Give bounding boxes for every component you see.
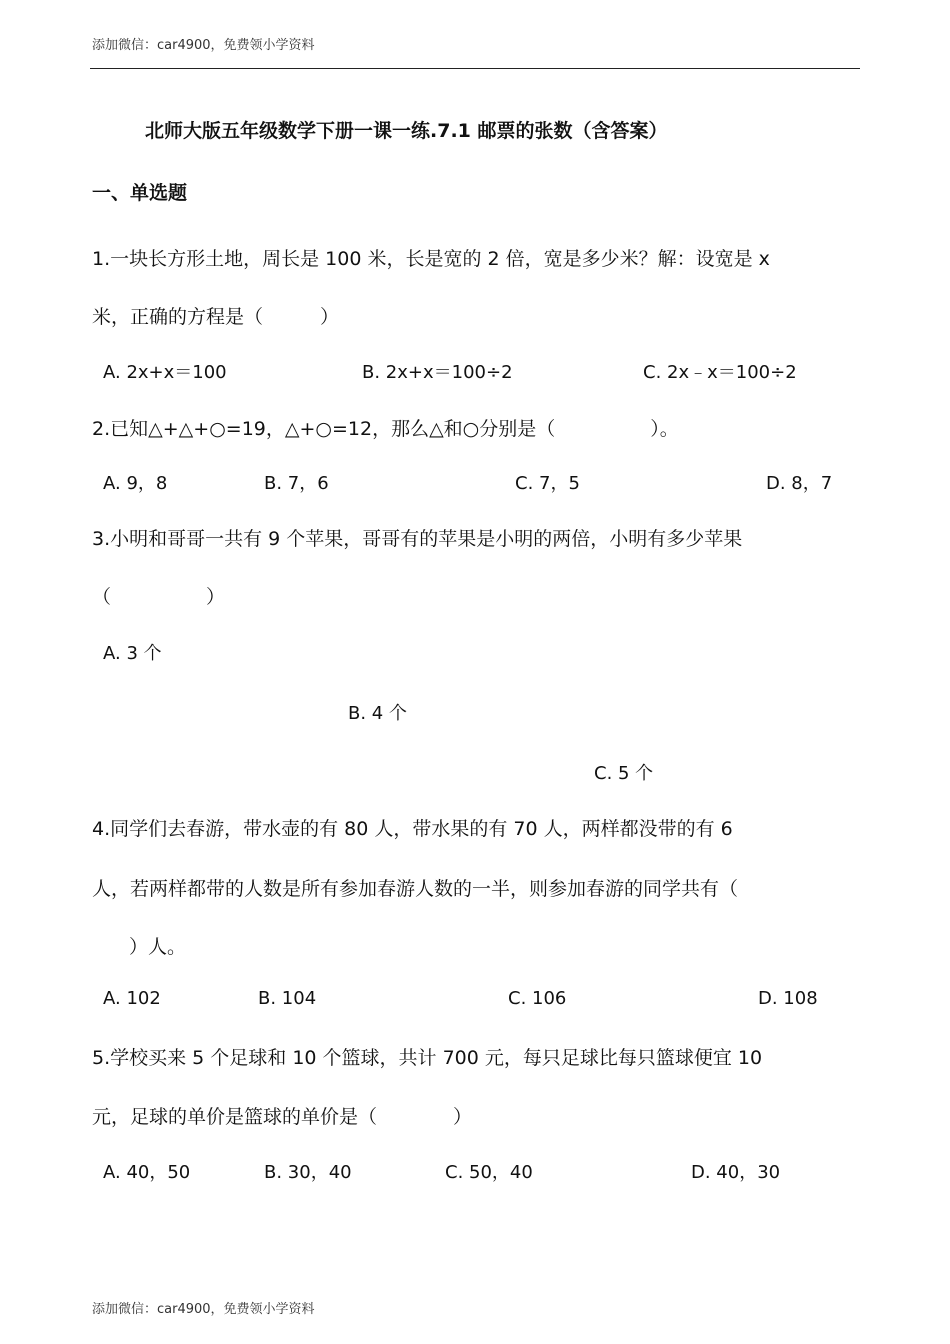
question-2-option-c[interactable]: C. 7，5	[515, 473, 580, 494]
question-5-option-d[interactable]: D. 40，30	[691, 1162, 781, 1183]
question-4-option-d[interactable]: D. 108	[758, 988, 818, 1009]
question-1-line-1: 1.一块长方形土地，周长是 100 米，长是宽的 2 倍，宽是多少米？解：设宽是 x	[92, 248, 770, 270]
question-4-option-c[interactable]: C. 106	[508, 988, 567, 1009]
question-1-line-2: 米，正确的方程是（ ）	[92, 306, 340, 328]
header-note: 添加微信：car4900，免费领小学资料	[92, 38, 315, 53]
question-2-option-d[interactable]: D. 8，7	[766, 473, 833, 494]
question-4-line-3: ）人。	[110, 936, 187, 958]
header-divider	[90, 68, 860, 69]
question-5-line-2: 元，足球的单价是篮球的单价是（ ）	[92, 1106, 473, 1128]
question-2-option-b[interactable]: B. 7，6	[264, 473, 329, 494]
question-4-line-2: 人，若两样都带的人数是所有参加春游人数的一半，则参加春游的同学共有（	[92, 878, 739, 900]
question-5-option-c[interactable]: C. 50，40	[445, 1162, 533, 1183]
question-3-line-2: （ ）	[92, 586, 226, 608]
question-4-option-b[interactable]: B. 104	[258, 988, 317, 1009]
footer-note: 添加微信：car4900，免费领小学资料	[92, 1302, 315, 1317]
question-4-option-a[interactable]: A. 102	[103, 988, 161, 1009]
question-4-line-1: 4.同学们去春游，带水壶的有 80 人，带水果的有 70 人，两样都没带的有 6	[92, 818, 733, 840]
question-3-option-a[interactable]: A. 3 个	[103, 643, 162, 664]
question-3-option-c[interactable]: C. 5 个	[594, 763, 654, 784]
question-1-option-a[interactable]: A. 2x+x＝100	[103, 362, 227, 383]
question-1-option-b[interactable]: B. 2x+x＝100÷2	[362, 362, 513, 383]
page-title: 北师大版五年级数学下册一课一练.7.1 邮票的张数（含答案）	[145, 120, 668, 142]
question-1-option-c[interactable]: C. 2x﹣x＝100÷2	[643, 362, 797, 383]
question-5-option-a[interactable]: A. 40，50	[103, 1162, 191, 1183]
question-3-option-b[interactable]: B. 4 个	[348, 703, 407, 724]
section-heading: 一、单选题	[92, 182, 188, 204]
question-3-line-1: 3.小明和哥哥一共有 9 个苹果，哥哥有的苹果是小明的两倍，小明有多少苹果	[92, 528, 743, 550]
question-2-option-a[interactable]: A. 9，8	[103, 473, 168, 494]
question-2-line-1: 2.已知△+△+○=19，△+○=12，那么△和○分别是（ ）。	[92, 418, 679, 440]
question-5-option-b[interactable]: B. 30，40	[264, 1162, 352, 1183]
question-5-line-1: 5.学校买来 5 个足球和 10 个篮球，共计 700 元，每只足球比每只篮球便宜 10	[92, 1047, 763, 1069]
